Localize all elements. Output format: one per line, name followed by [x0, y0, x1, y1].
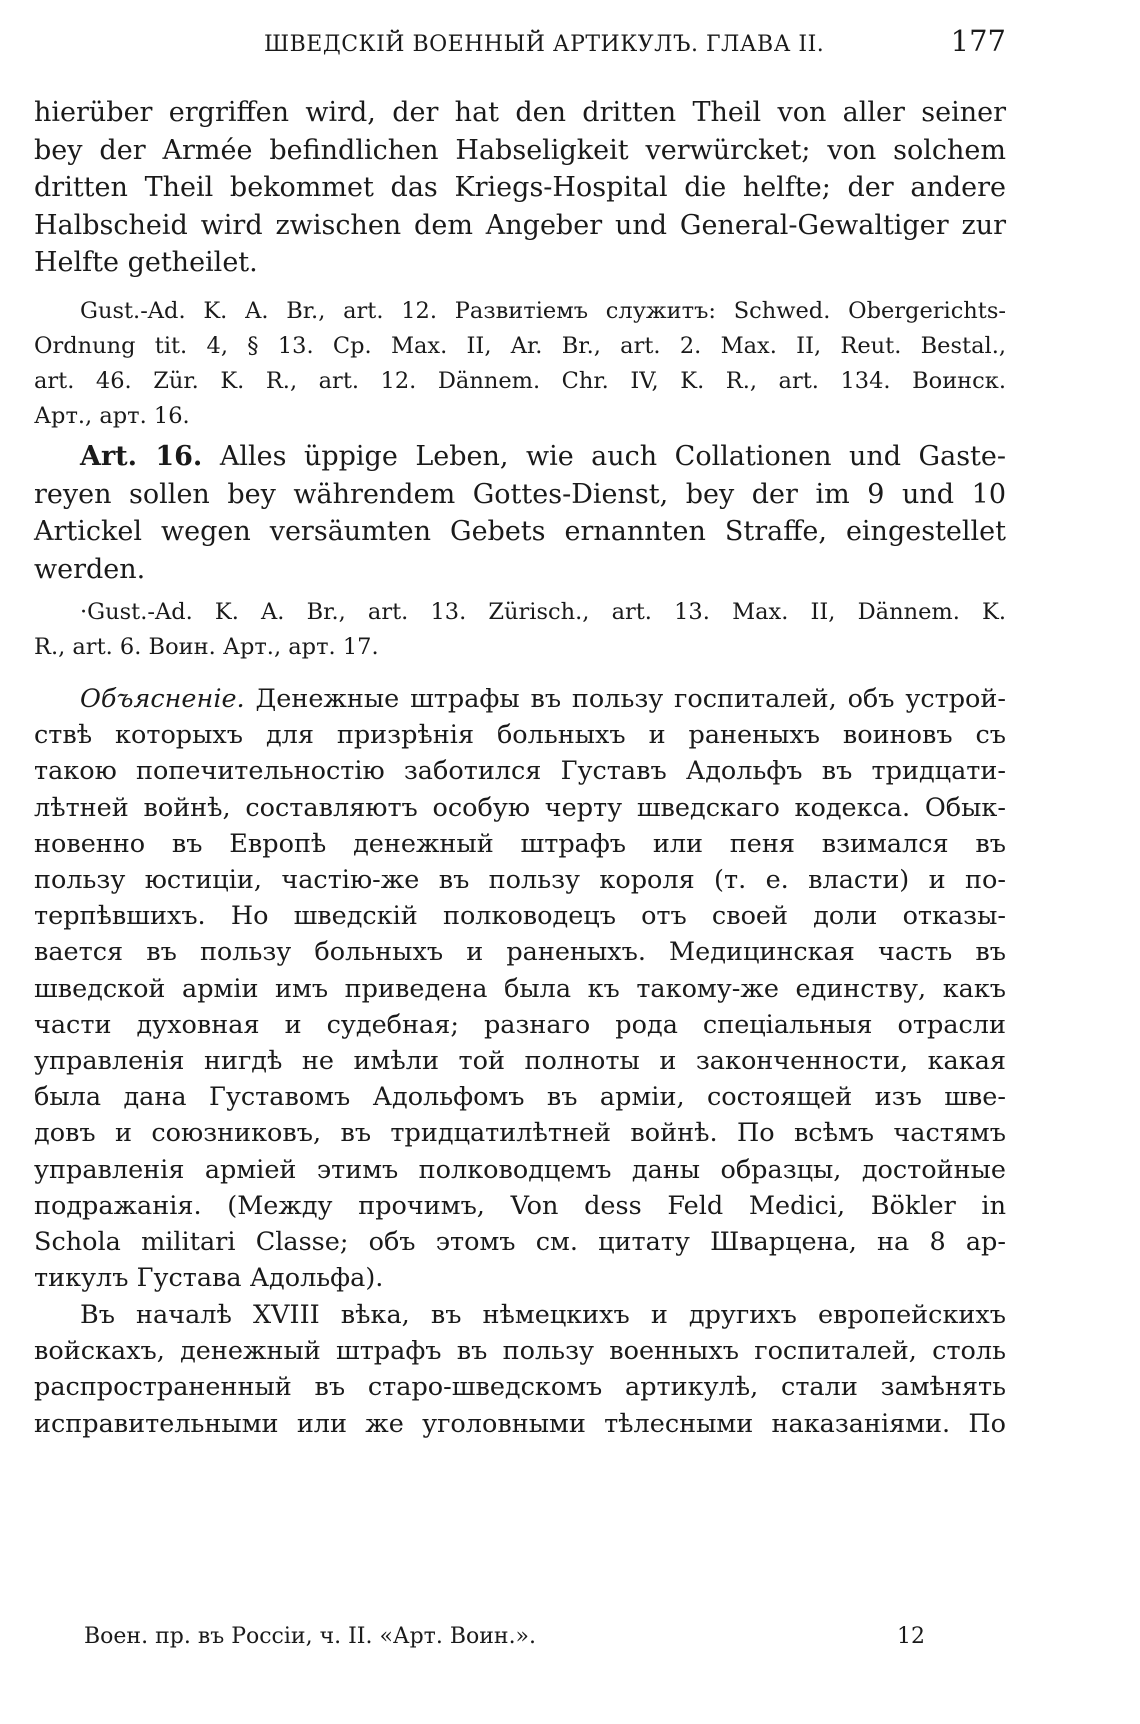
closing-paragraph — [34, 1297, 1006, 1442]
citation-line: Ordnung tit. 4, § 13. Ср. Max. II, Ar. Br., art. 2. Max. II, Reut. Bestal., — [34, 333, 1006, 359]
text-line: Artickel wegen versäumten Gebets ernannten Straffe, eingestellet — [34, 516, 1006, 547]
text-line: тикулъ Густава Адольфа). — [34, 1263, 384, 1294]
text-line: такою попечительностію заботился Густавъ Адольфъ въ тридцати- — [34, 756, 1006, 787]
text-line: вается въ пользу больныхъ и раненыхъ. Медицинская часть въ — [34, 937, 1006, 968]
signature-mark: 12 — [897, 1624, 925, 1649]
text-line: Helfte getheilet. — [34, 247, 258, 278]
text-line: исправительными или же уголовными тѣлесными наказаніями. По — [34, 1408, 1006, 1439]
text-line: довъ и союзниковъ, въ тридцатилѣтней войнѣ. По всѣмъ частямъ — [34, 1118, 1006, 1149]
text-line: werden. — [34, 553, 146, 585]
text-line: dritten Theil bekommet das Kriegs-Hospital die helfte; der andere — [34, 172, 1006, 203]
text-line: части духовная и судебная; разнаго рода спеціальныя отрасли — [34, 1009, 1006, 1040]
text-line: терпѣвшихъ. Но шведскій полководецъ отъ своей доли отказы- — [34, 901, 1006, 932]
running-title: ШВЕДСКІЙ ВОЕННЫЙ АРТИКУЛЪ. ГЛАВА II. — [264, 32, 825, 57]
text-line: hierüber ergriffen wird, der hat den dritten Theil von aller seiner — [34, 97, 1006, 128]
text-line — [34, 438, 1006, 476]
running-head — [34, 24, 1006, 64]
text-line: пользу юстиціи, частію-же въ пользу короля (т. е. власти) и по- — [34, 865, 1006, 896]
citation-line: Gust.-Ad. K. A. Br., art. 12. Развитіемъ служитъ: Schwed. Obergerichts- — [80, 298, 1006, 324]
text-line: подражанія. (Между прочимъ, Von dess Feld Medici, Bökler in — [34, 1190, 1006, 1221]
explanation-label: Объясненіе. — [80, 684, 245, 714]
footer-note: Воен. пр. въ Россіи, ч. II. «Арт. Воин.». — [84, 1624, 537, 1649]
text-line — [34, 681, 1006, 717]
text-line: лѣтней войнѣ, составляютъ особую черту шведскаго кодекса. Обык- — [34, 792, 1006, 823]
paragraph-continuation — [34, 94, 1006, 282]
text-line: распространенный въ старо-шведскомъ артикулѣ, стали замѣнять — [34, 1372, 1006, 1403]
citation-line: art. 46. Zür. K. R., art. 12. Dännem. Chr. IV, K. R., art. 134. Воинск. — [34, 368, 1006, 394]
text-line: Въ началѣ XVIII вѣка, въ нѣмецкихъ и другихъ европейскихъ — [80, 1300, 1006, 1330]
citation-line: ·Gust.-Ad. K. A. Br., art. 13. Zürisch., art. 13. Max. II, Dännem. K. — [80, 599, 1006, 625]
text-line: Schola militari Classe; объ этомъ см. цитату Шварцена, на 8 ар- — [34, 1227, 1006, 1258]
explanation-paragraph — [34, 681, 1006, 1296]
article-label: Art. 16. — [80, 441, 203, 472]
text-line: новенно въ Европѣ денежный штрафъ или пеня взимался въ — [34, 828, 1006, 859]
text-line: войскахъ, денежный штрафъ въ пользу военныхъ госпиталей, столь — [34, 1336, 1006, 1367]
text-line: reyen sollen bey währendem Gottes-Dienst, bey der im 9 und 10 — [34, 478, 1006, 510]
text-line: ствѣ которыхъ для призрѣнія больныхъ и раненыхъ воиновъ съ — [34, 720, 1006, 751]
text-line: была дана Густавомъ Адольфомъ въ арміи, состоящей изъ шве- — [34, 1082, 1006, 1113]
citation-line: R., art. 6. Воин. Арт., арт. 17. — [34, 634, 379, 660]
page-number: 177 — [950, 24, 1006, 58]
text-line: bey der Armée befindlichen Habseligkeit verwürcket; von solchem — [34, 134, 1006, 166]
explanation-text: Денежные штрафы въ пользу госпиталей, объ устрой- — [255, 684, 1006, 714]
article-16 — [34, 438, 1006, 588]
text-line: шведской арміи имъ приведена была къ такому-же единству, какъ — [34, 973, 1006, 1004]
text-line: управленія арміей этимъ полководцемъ даны образцы, достойные — [34, 1154, 1006, 1185]
text-line: Halbscheid wird zwischen dem Angeber und General-Gewaltiger zur — [34, 209, 1006, 241]
article-text: Alles üppige Leben, wie auch Collationen und Gaste- — [219, 441, 1007, 472]
text-line: управленія нигдѣ не имѣли той полноты и законченности, какая — [34, 1046, 1006, 1077]
citation-line: Арт., арт. 16. — [34, 403, 190, 429]
citation-block — [34, 595, 1006, 665]
citation-block — [34, 294, 1006, 434]
